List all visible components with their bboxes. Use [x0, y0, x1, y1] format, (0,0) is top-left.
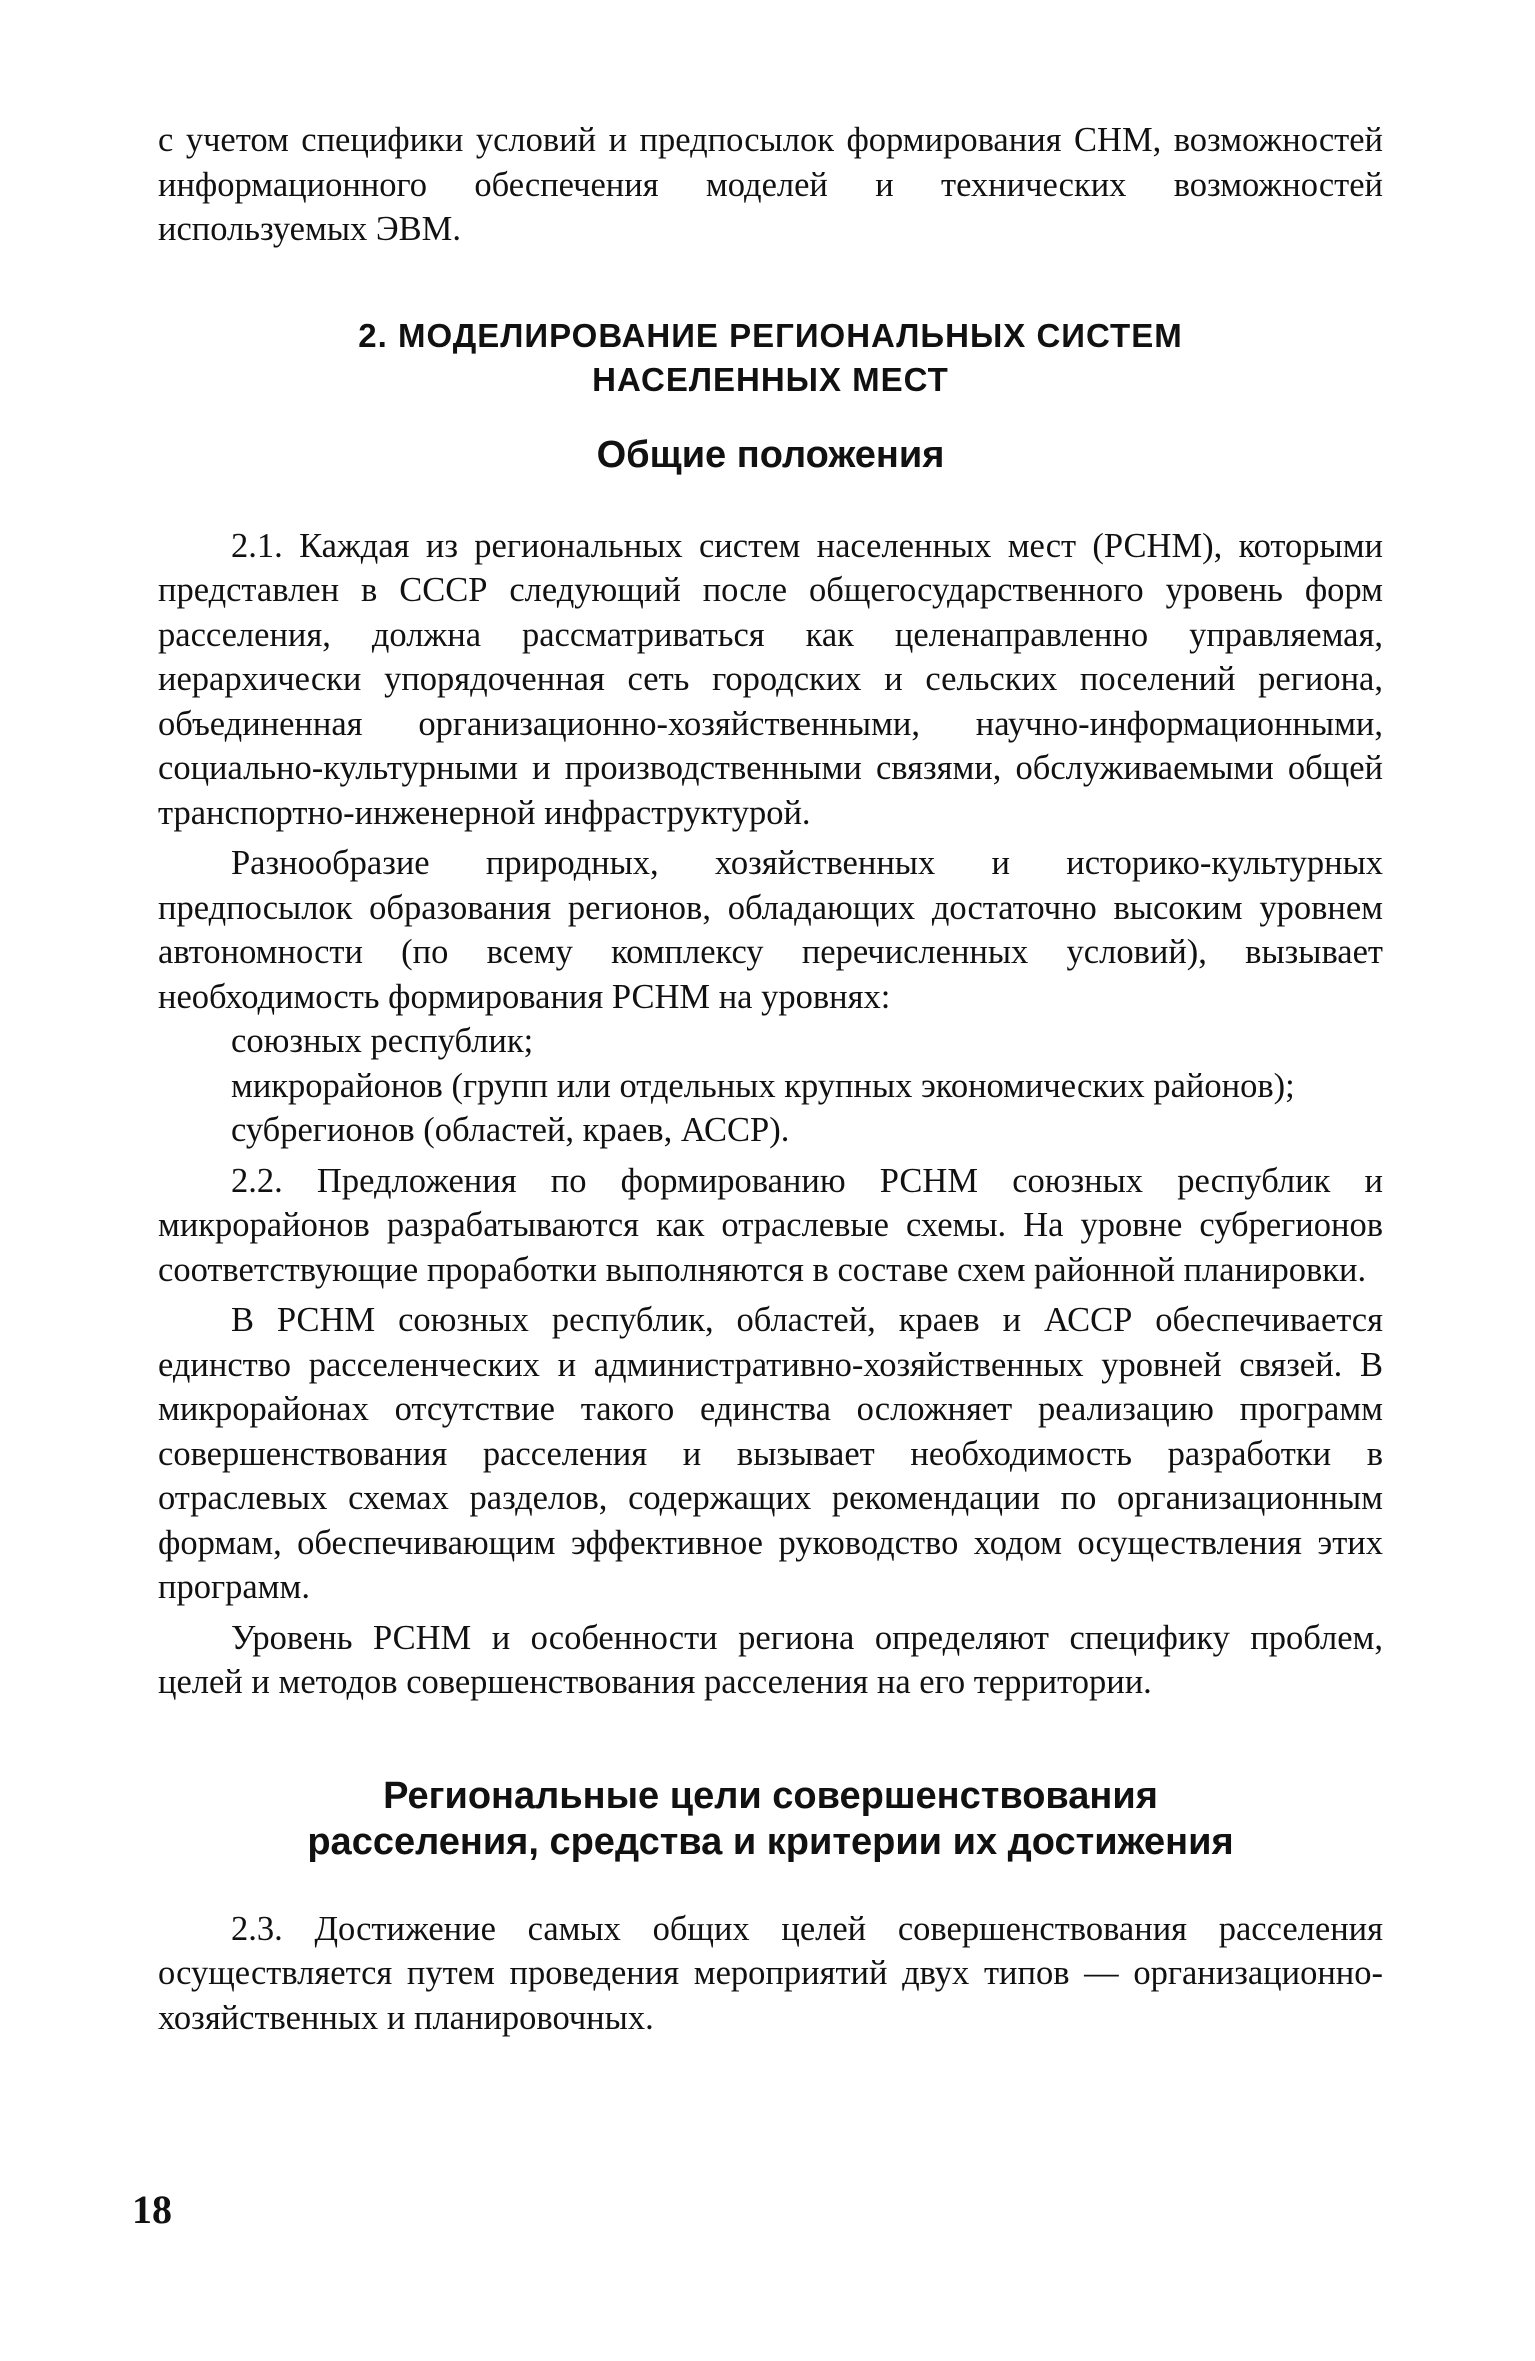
section-general-heading: Общие положения — [596, 433, 945, 476]
list-item-subregions: субрегионов (областей, краев, АССР). — [231, 1111, 790, 1149]
chapter-heading — [158, 314, 1383, 402]
goals-heading-line1: Региональные цели совершенствования — [383, 1774, 1158, 1817]
goals-heading-line2: расселения, средства и критерии их достижения — [307, 1820, 1234, 1863]
paragraph-2-1: 2.1. Каждая из региональных систем населенных мест (РСНМ), которыми представлен в СССР следующий после общегосударственного уровень форм расселения, должна рассматриваться как целенаправленно управляемая, иерархически упорядоченная сеть городских и сельских поселений региона, объединенная организационно-хозяйственными, научно-информационными, социально-культурными и производственными связями, обслуживаемыми общей транспортно-инженерной инфраструктурой. — [158, 526, 1383, 832]
section-goals-heading — [158, 1773, 1383, 1865]
paragraph-unity: В РСНМ союзных республик, областей, краев и АССР обеспечивается единство расселенческих и административно-хозяйственных уровней связей. В микрорайонах отсутствие такого единства осложняет реализацию программ совершенствования расселения и вызывает необходимость разработки в отраслевых схемах разделов, содержащих рекомендации по организационным формам, обеспечивающим эффективное руководство ходом осуществления этих программ. — [158, 1301, 1383, 1606]
paragraph-2-3: 2.3. Достижение самых общих целей совершенствования расселения осуществляется путем проведения мероприятий двух типов — организационно-хозяйственных и планировочных. — [158, 1909, 1383, 2037]
paragraph-2-2: 2.2. Предложения по формированию РСНМ союзных республик и микрорайонов разрабатываются как отраслевые схемы. На уровне субрегионов соответствующие проработки выполняются в составе схем районной планировки. — [158, 1161, 1383, 1289]
paragraph-diversity: Разнообразие природных, хозяйственных и историко-культурных предпосылок образования регионов, обладающих достаточно высоким уровнем автономности (по всему комплексу перечисленных условий), вызывает необходимость формирования РСНМ на уровнях: — [158, 844, 1383, 1016]
list-item-microregions: микрорайонов (групп или отдельных крупных экономических районов); — [231, 1066, 1295, 1105]
list-item-republics: союзных республик; — [231, 1022, 534, 1060]
page-number: 18 — [132, 2187, 172, 2232]
paragraph-level: Уровень РСНМ и особенности региона определяют специфику проблем, целей и методов совершенствования расселения на его территории. — [158, 1618, 1383, 1701]
intro-paragraph: с учетом специфики условий и предпосылок формирования СНМ, возможностей информационного обеспечения моделей и технических возможностей используемых ЭВМ. — [158, 121, 1383, 248]
document-page — [158, 118, 1383, 2040]
chapter-heading-line2: НАСЕЛЕННЫХ МЕСТ — [592, 360, 949, 398]
chapter-heading-line1: 2. МОДЕЛИРОВАНИЕ РЕГИОНАЛЬНЫХ СИСТЕМ — [358, 316, 1183, 354]
